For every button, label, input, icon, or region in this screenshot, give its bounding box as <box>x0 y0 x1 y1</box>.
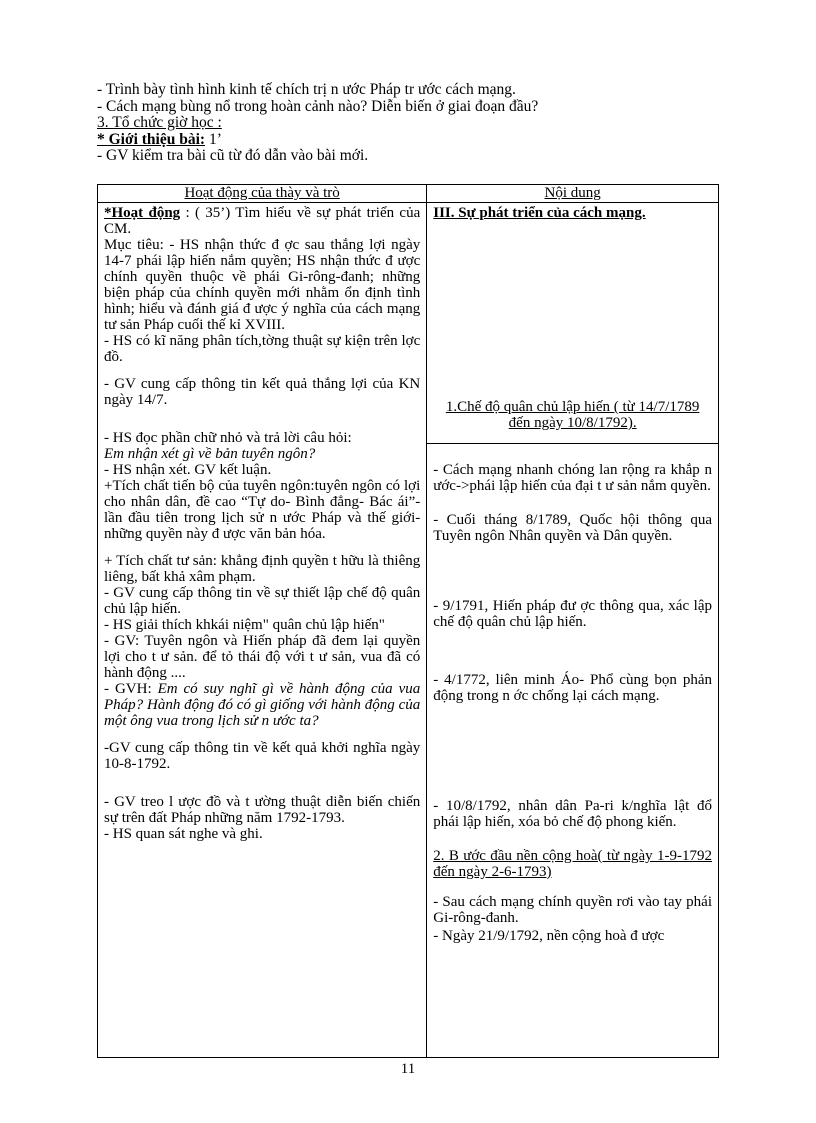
activity-title: *Hoạt động : ( 35’) Tìm hiểu về sự phát triển của CM. <box>104 205 421 237</box>
intro-line-1: - Trình bày tình hình kinh tế chích trị n ước Pháp tr ước cách mạng. <box>97 81 516 98</box>
content-point-3: - 9/1791, Hiến pháp đư ợc thông qua, xác lập chế độ quân chủ lập hiến. <box>433 598 712 630</box>
intro-line-3: 3. Tổ chức giờ học : <box>97 114 222 131</box>
gvh-question: - GVH: Em có suy nghĩ gì về hành động của vua Pháp? Hành động đó có gì giống với hành động của một ông vua trong lịch sử n ước ta? <box>104 681 421 729</box>
hs-step-4: - HS quan sát nghe và ghi. <box>104 826 263 842</box>
goal-text: Mục tiêu: - HS nhận thức đ ợc sau thắng lợi ngày 14-7 phái lập hiến nắm quyền; HS nhận thức đ ược chính quyền thuộc về phái Gi-rông-đanh; những biện pháp của chính quyền mới nhằm ổn định tình hình; hiểu và đánh giá đ ược ý nghĩa của cách mạng tư sản Pháp cuối thế kỉ XVIII. <box>104 237 421 333</box>
activity-cell <box>98 203 427 1058</box>
lesson-table <box>97 184 719 1058</box>
skill-text: - HS có kĩ năng phân tích,tờng thuật sự kiện trên lợc đồ. <box>104 333 421 365</box>
gv-step-2: - GV cung cấp thông tin về sự thiết lập chế độ quân chủ lập hiến. <box>104 585 421 617</box>
page-number: 11 <box>400 1061 416 1077</box>
intro-heading: * Giới thiệu bài: <box>97 130 206 148</box>
table-header-row <box>98 185 719 203</box>
gv-step-5: - GV treo l ược đồ và t ường thuật diễn biến chiến sự trên đất Pháp những năm 1792-1793. <box>104 794 421 826</box>
intro-line-5: - GV kiểm tra bài cũ từ đó dẫn vào bài mới. <box>97 147 369 164</box>
header-right: Nội dung <box>427 185 719 203</box>
content-cell-bottom <box>427 444 719 1058</box>
content-point-5: - 10/8/1792, nhân dân Pa-ri k/nghĩa lật đổ phái lập hiến, xóa bỏ chế độ phong kiến. <box>433 798 712 830</box>
gv-step-4: -GV cung cấp thông tin về kết quả khởi nghĩa ngày 10-8-1792. <box>104 740 421 772</box>
intro-time: 1’ <box>205 130 222 148</box>
question-1: Em nhận xét gì về bản tuyên ngôn? <box>104 446 316 462</box>
header-left: Hoạt động của thày và trò <box>98 185 427 203</box>
subheading-2: 2. B ước đầu nền cộng hoà( từ ngày 1-9-1792 đến ngày 2-6-1793) <box>433 848 712 880</box>
hs-step-2: - HS nhận xét. GV kết luận. <box>104 462 272 478</box>
gv-step-1: - GV cung cấp thông tin kết quả thắng lợi của KN ngày 14/7. <box>104 376 421 408</box>
section-title: III. Sự phát triển của cách mạng. <box>433 205 646 221</box>
intro-section <box>97 82 737 165</box>
subheading-1: 1.Chế độ quân chủ lập hiến ( từ 14/7/1789 đến ngày 10/8/1792). <box>445 399 700 431</box>
content-point-2: - Cuối tháng 8/1789, Quốc hội thông qua Tuyên ngôn Nhân quyền và Dân quyền. <box>433 512 712 544</box>
content-cell-top <box>427 203 719 444</box>
plus-progressive: +Tích chất tiến bộ của tuyên ngôn:tuyên ngôn có lợi cho nhân dân, đề cao “Tự do- Bình đẳng- Bác ái”- lần đầu tiên trong lịch sử n ước Pháp và thế giới- những quyền này đ ược văn bản hóa. <box>104 478 421 542</box>
plus-bourgeois: + Tích chất tư sản: khẳng định quyền t hữu là thiêng liêng, bất khả xâm phạm. <box>104 553 421 585</box>
hs-step-1: - HS đọc phần chữ nhỏ và trả lời câu hỏi: <box>104 430 352 446</box>
table-row <box>98 203 719 444</box>
hs-step-3: - HS giải thích khkái niệm" quân chủ lập hiến" <box>104 617 385 633</box>
intro-line-4 <box>97 132 737 149</box>
content-point-4: - 4/1772, liên minh Áo- Phổ cùng bọn phản động trong n ớc chống lại cách mạng. <box>433 672 712 704</box>
intro-line-2: - Cách mạng bùng nổ trong hoàn cảnh nào? Diễn biến ở giai đoạn đầu? <box>97 97 539 115</box>
content-point-6: - Sau cách mạng chính quyền rơi vào tay phái Gi-rông-đanh. <box>433 894 712 926</box>
content-point-1: - Cách mạng nhanh chóng lan rộng ra khắp n ước->phái lập hiến của đại t ư sản nắm quyền. <box>433 462 712 494</box>
gv-step-3: - GV: Tuyên ngôn và Hiến pháp đã đem lại quyền lợi cho t ư sản. để tỏ thái độ với t ư sản, vua đã có hành động .... <box>104 633 421 681</box>
content-point-7: - Ngày 21/9/1792, nền cộng hoà đ ược <box>433 928 665 944</box>
